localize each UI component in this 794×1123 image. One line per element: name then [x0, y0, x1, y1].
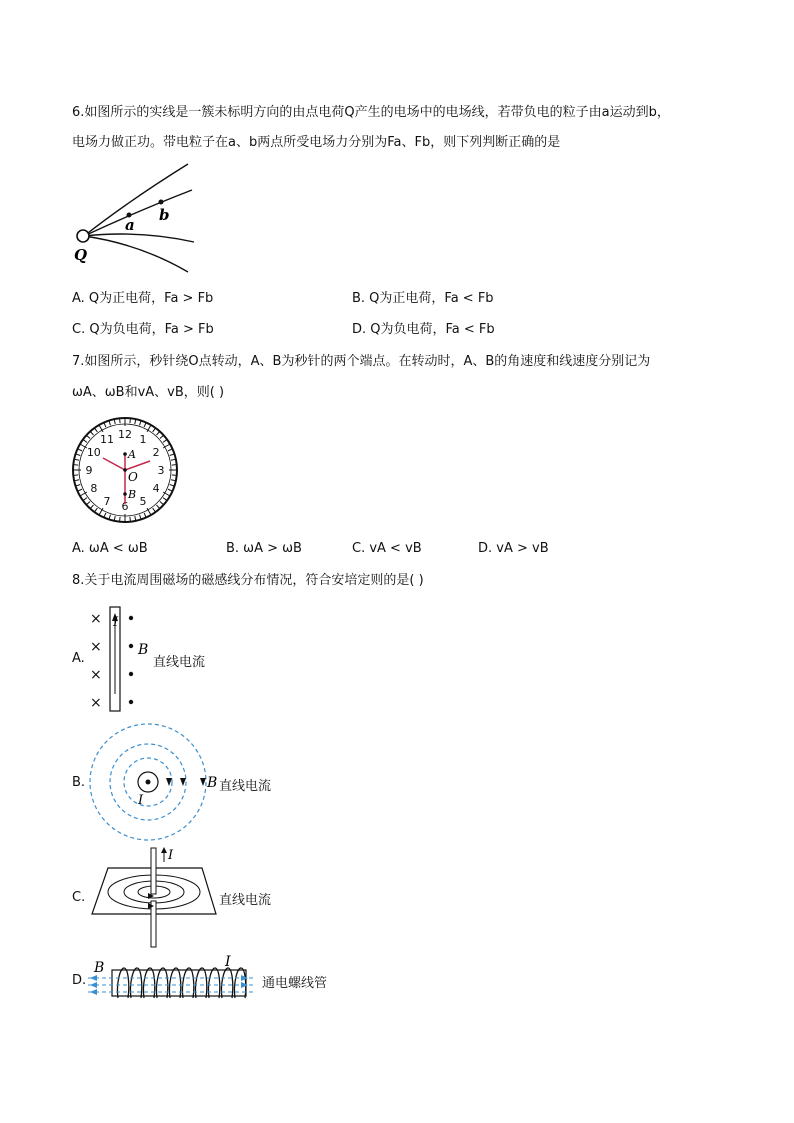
q6-label-a: a: [125, 216, 135, 234]
q6-stem-line2: 电场力做正功。带电粒子在a、b两点所受电场力分别为Fa、Fb，则下列判断正确的是: [72, 135, 561, 150]
clock-number: 3: [157, 464, 165, 477]
q8b-label-B: B: [207, 775, 218, 791]
clock-number: 6: [121, 500, 129, 513]
clock-number: 10: [86, 446, 101, 459]
q6-field-figure: [70, 160, 200, 272]
q7-stem-line1: 7.如图所示，秒针绕O点转动，A、B为秒针的两个端点。在转动时，A、B的角速度和线速度分别记为: [72, 354, 651, 369]
q8d-label-I: I: [225, 954, 231, 970]
clock-number: 2: [152, 446, 160, 459]
clock-number: 4: [152, 482, 160, 495]
q7-stem-line2: ωA、ωB和vA、vB，则( ): [72, 385, 225, 400]
clock-tick: [130, 517, 131, 522]
q8a-label-B: B: [138, 642, 149, 658]
svg-text:×: ×: [90, 695, 102, 711]
clock-tick: [130, 418, 131, 423]
clock-tick: [120, 517, 121, 522]
q6-option-b[interactable]: B. Q为正电荷，Fa < Fb: [352, 291, 494, 306]
q8-option-a-figure: [86, 604, 156, 714]
q7-label-O: O: [128, 470, 138, 484]
q8d-label-B: B: [94, 960, 105, 976]
q8-option-c-caption: 直线电流: [219, 893, 272, 908]
q8a-label-I: I: [113, 615, 119, 630]
svg-text:×: ×: [90, 611, 102, 627]
q8-option-a-caption: 直线电流: [153, 655, 206, 670]
q8-stem: 8.关于电流周围磁场的磁感线分布情况，符合安培定则的是( ): [72, 573, 424, 588]
q8-option-b-figure: [88, 724, 218, 844]
q6-option-c[interactable]: C. Q为负电荷，Fa > Fb: [72, 322, 214, 337]
clock-tick: [73, 465, 78, 466]
q8-option-d-figure: [88, 954, 258, 1004]
q7-option-a[interactable]: A. ωA < ωB: [72, 541, 148, 556]
q7-option-d[interactable]: D. vA > vB: [478, 541, 549, 556]
q8c-label-I: I: [168, 848, 174, 863]
clock-number: 8: [90, 482, 98, 495]
q8-option-a-letter[interactable]: A.: [72, 651, 85, 666]
q8b-label-I: I: [138, 793, 144, 808]
svg-text:×: ×: [90, 667, 102, 683]
q7-option-c[interactable]: C. vA < vB: [352, 541, 422, 556]
q6-option-a[interactable]: A. Q为正电荷，Fa > Fb: [72, 291, 214, 306]
q8-option-c-figure: [90, 846, 220, 950]
clock-number: 11: [100, 432, 114, 446]
q8-option-b-letter[interactable]: B.: [72, 775, 86, 790]
clock-number: 5: [139, 495, 147, 509]
svg-text:×: ×: [90, 639, 102, 655]
clock-tick: [172, 465, 177, 466]
q7-label-B: B: [128, 488, 137, 501]
q7-clock-figure: [70, 418, 180, 528]
q7-option-b[interactable]: B. ωA > ωB: [226, 541, 302, 556]
clock-number: 7: [103, 495, 111, 509]
q6-label-b: b: [159, 206, 170, 224]
q7-label-A: A: [128, 448, 136, 461]
clock-number: 1: [139, 432, 147, 446]
q6-label-Q: Q: [74, 246, 88, 264]
q6-stem-line1: 6.如图所示的实线是一簇未标明方向的由点电荷Q产生的电场中的电场线，若带负电的粒子由a运动到b，: [72, 105, 670, 120]
q8-option-d-letter[interactable]: D.: [72, 973, 87, 988]
clock-tick: [73, 475, 78, 476]
q8-option-d-caption: 通电螺线管: [262, 976, 328, 991]
clock-number: 12: [118, 428, 132, 441]
clock-tick: [172, 475, 177, 476]
clock-tick: [120, 418, 121, 423]
q8-option-c-letter[interactable]: C.: [72, 890, 86, 905]
clock-number: 9: [85, 464, 93, 477]
q6-option-d[interactable]: D. Q为负电荷，Fa < Fb: [352, 322, 495, 337]
q8-option-b-caption: 直线电流: [219, 779, 272, 794]
